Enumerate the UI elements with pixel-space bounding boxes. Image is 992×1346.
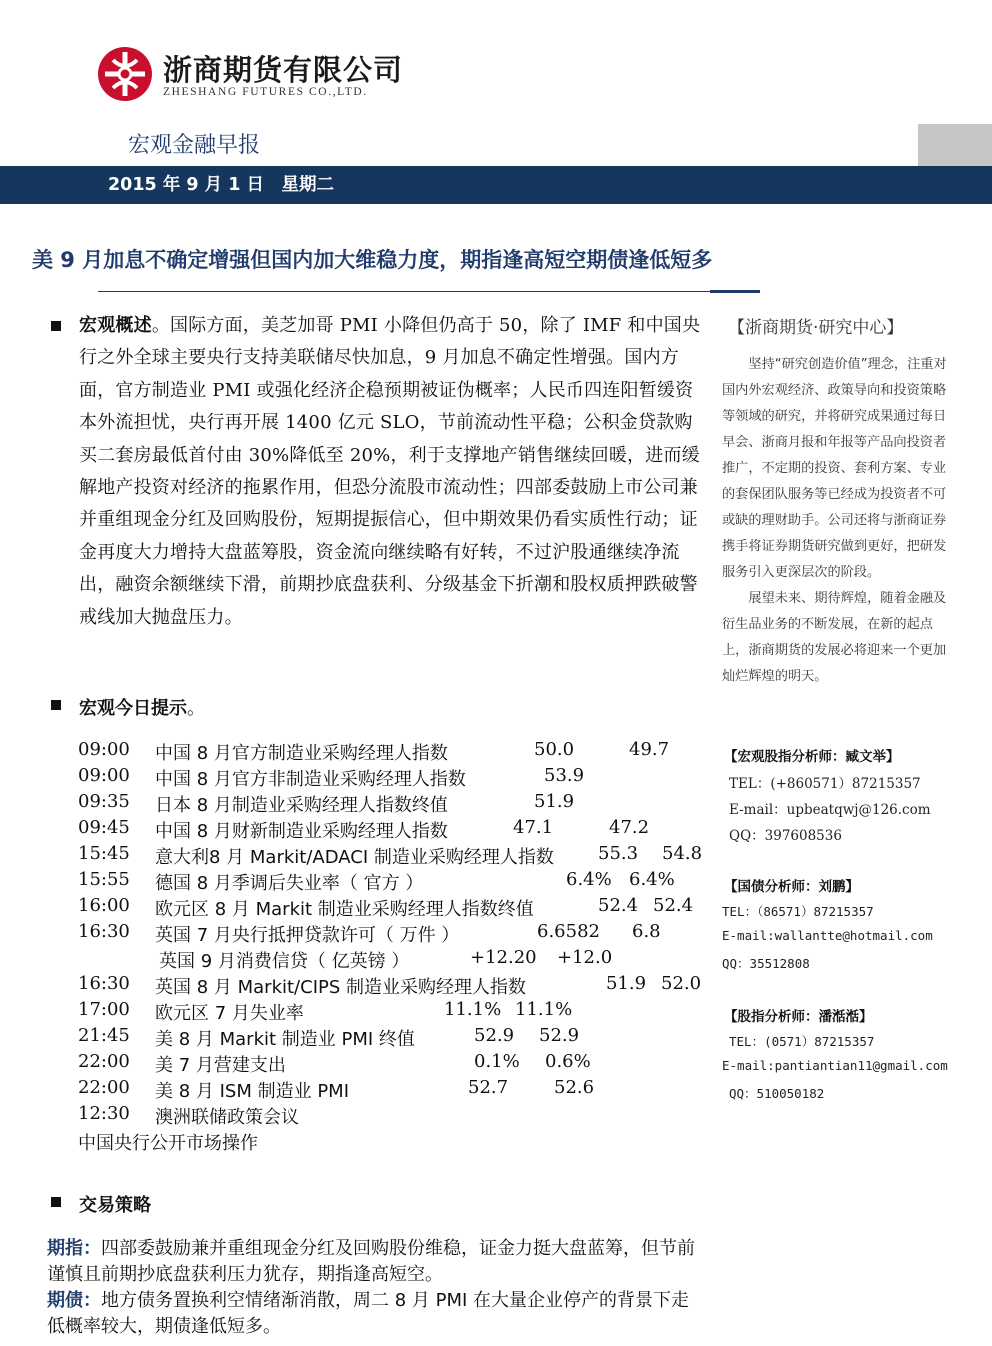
report-date: 2015 年 9 月 1 日 星期二 <box>108 175 335 195</box>
analyst-email[interactable]: E-mail：upbeatqwj@126.com <box>729 802 931 818</box>
section-bullet <box>51 321 61 331</box>
header-gray-block <box>918 124 992 166</box>
analyst-title: 【股指分析师：潘湉湉】 <box>724 1009 873 1025</box>
analyst-qq: QQ：397608536 <box>729 828 842 844</box>
overview-text: 。国际方面，美芝加哥 PMI 小降但仍高于 50，除了 IMF 和中国央行之外全球主要央行支持美联储尽快加息，9 月加息不确定性增强。国内方面，官方制造业 PMI 或强化经济企稳预期被证伪概率；人民币四连阳暂缓资本外流担忧，央行再开展 1400 亿元 SLO，节前流动性平稳；公积金贷款购买二套房最低首付由 30%降低至 20%，利于支撑地产销售继续回暖，进而缓解地产投资对经济的拖累作用，但恐分流股市流动性；四部委鼓励上市公司兼并重组现金分红及回购股份，短期提振信心，但中期效果仍看实质性行动；证金再度大力增持大盘蓝筹股，资金流向继续略有好转，不过沪股通继续净流出，融资余额继续下滑，前期抄底盘获利、分级基金下折潮和股权质押跌破警戒线加大抛盘压力。 <box>79 315 701 628</box>
analyst-title: 【宏观股指分析师：臧文举】 <box>724 749 900 765</box>
economic-calendar: 09:00 中国 8 月官方制造业采购经理人指数 50.0 49.7 09:00 中国 8 月官方非制造业采购经理人指数 53.9 09:35 日本 8 月制造业采购经理人指数终值 51.9 09:45 中国 8 月财新制造业采购经理人指数 47.1 47.2 15:45 意大利8 月 Markit/ADACI 制造业采购经理人指数 55.3 54.8 15:55 德国 8 月季调后失业率（ 官方 ） 6.4% 6.4% 16:00 欧元区 8 月 Markit 制造业采购经理人指数终值 52.4 52.4 16:30 英国 7 月央行抵押贷款许可（ 万件 ） 6.6582 6.8 英国 9 月消费信贷（ 亿英镑 ） +12.20 +12.0 16:30 英国 8 月 Markit/CIPS 制造业采购经理人指数 51.9 52.0 17:00 欧元区 7 月失业率 11.1% 11.1% 21:45 美 8 月 Markit 制造业 PMI 终值 52.9 52.9 22:00 美 7 月营建支出 0.1% 0.6% 22:00 美 8 月 ISM 制造业 PMI 52.7 52.6 12:30 澳洲联储政策会议 中国央行公开市场操作 <box>78 739 703 1154</box>
section-bullet <box>51 700 61 710</box>
headline-divider <box>98 291 710 292</box>
sidebar-heading: 【浙商期货·研究中心】 <box>728 318 904 338</box>
analyst-title: 【国债分析师：刘鹏】 <box>724 879 859 895</box>
company-name-cn: 浙商期货有限公司 <box>163 53 404 87</box>
today-section-title: 宏观今日提示。 <box>79 698 205 719</box>
sidebar-intro-paragraph: 坚持“研究创造价值”理念，注重对国内外宏观经济、政策导向和投资策略等领域的研究，并将研究成果通过每日早会、浙商月报和年报等产品向投资者推广，不定期的投资、套利方案、专业的套保团队服务等已经成为投资者不可或缺的理财助手。公司还将与浙商证券携手将证券期货研究做到更好，把研发服务引入更深层次的阶段。 <box>722 357 947 580</box>
company-logo <box>97 46 153 102</box>
headline-divider-accent <box>710 290 760 293</box>
strategy-futures: 期指：四部委鼓励兼并重组现金分红及回购股份维稳，证金力挺大盘蓝筹，但节前谨慎且前期抄底盘获利压力犹存，期指逢高短空。 <box>47 1238 695 1285</box>
headline: 美 9 月加息不确定增强但国内加大维稳力度，期指逢高短空期债逢低短多 <box>32 248 713 272</box>
analyst-tel: TEL：(0571）87215357 <box>729 1034 875 1049</box>
strategy-bonds: 期债：地方债务置换利空情绪渐消散，周二 8 月 PMI 在大量企业停产的背景下走低概率较大，期债逢低短多。 <box>47 1290 690 1337</box>
analyst-email[interactable]: E-mail:wallantte@hotmail.com <box>722 928 933 943</box>
overview-label: 宏观概述 <box>79 315 152 336</box>
analyst-qq: QQ：510050182 <box>729 1086 825 1101</box>
analyst-qq: QQ：35512808 <box>722 956 810 971</box>
sidebar-intro-paragraph: 展望未来、期待辉煌，随着金融及衍生品业务的不断发展，在新的起点上，浙商期货的发展必将迎来一个更加灿烂辉煌的明天。 <box>722 591 947 684</box>
analyst-tel: TEL：（86571）87215357 <box>722 904 874 919</box>
macro-overview <box>79 310 701 634</box>
sidebar-intro <box>722 352 950 690</box>
company-name-en: ZHESHANG FUTURES CO.,LTD. <box>163 86 368 98</box>
strategy-section-title: 交易策略 <box>79 1195 151 1216</box>
section-bullet <box>51 1197 61 1207</box>
logo-icon <box>97 46 153 102</box>
analyst-email[interactable]: E-mail:pantiantian11@gmail.com <box>722 1058 948 1073</box>
calendar-extra-note: 中国央行公开市场操作 <box>78 1133 258 1154</box>
report-title: 宏观金融早报 <box>128 133 261 158</box>
analyst-tel: TEL：(+860571）87215357 <box>729 776 921 792</box>
